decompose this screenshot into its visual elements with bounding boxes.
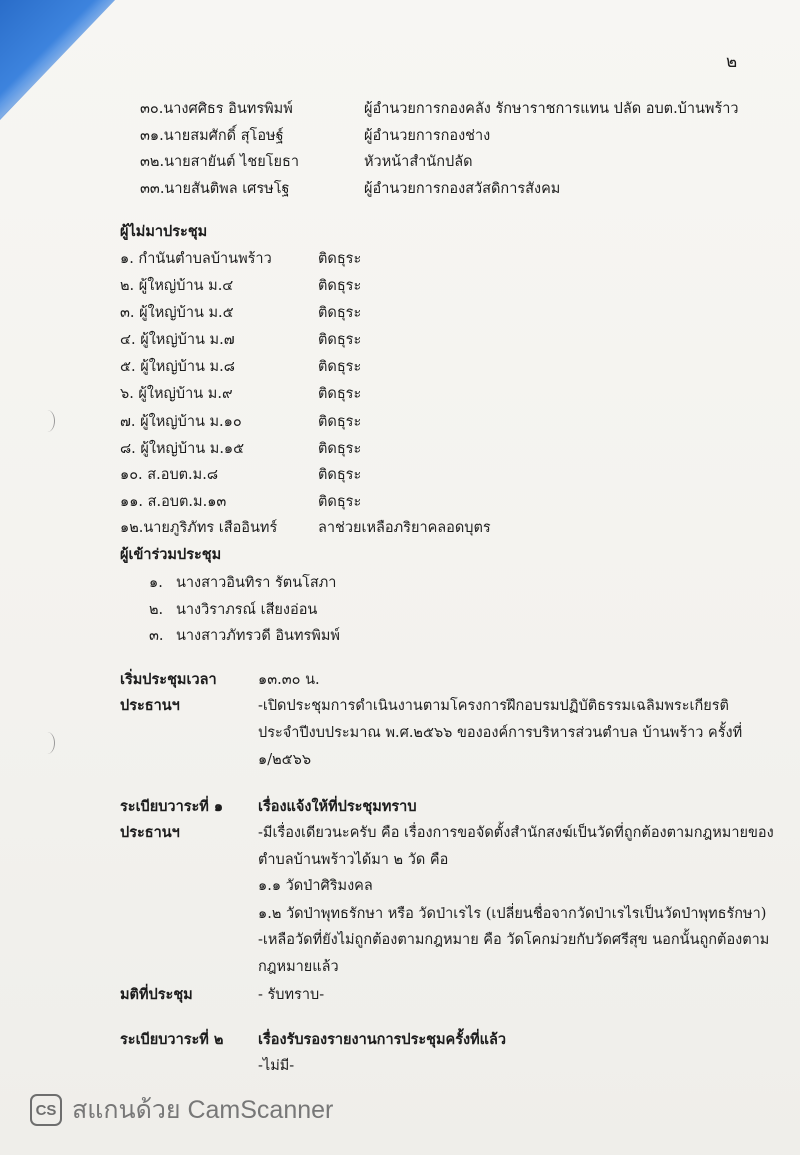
camscanner-watermark bbox=[30, 1092, 333, 1128]
official-name: ๓๑.นายสมศักดิ์ สุโอษฐ์ bbox=[140, 128, 284, 144]
agenda1-line: กฎหมายแล้ว bbox=[258, 959, 339, 975]
absent-reason: ติดธุระ bbox=[318, 441, 362, 457]
participant-name: นางสาวภัทรวดี อินทรพิมพ์ bbox=[176, 628, 340, 644]
agenda2-title: เรื่องรับรองรายงานการประชุมครั้งที่แล้ว bbox=[258, 1031, 507, 1048]
participant-number: ๑. bbox=[149, 575, 163, 591]
absent-name: ๑. กำนันตำบลบ้านพร้าว bbox=[120, 251, 272, 267]
absent-reason: ติดธุระ bbox=[318, 305, 362, 321]
agenda2-label: ระเบียบวาระที่ ๒ bbox=[120, 1031, 224, 1048]
opening-line: ประจำปีงบประมาณ พ.ศ.๒๕๖๖ ขององค์การบริหารส่วนตำบล บ้านพร้าว ครั้งที่ bbox=[258, 725, 743, 741]
camscanner-logo-icon: CS bbox=[30, 1094, 62, 1126]
opening-line: ๑/๒๕๖๖ bbox=[258, 752, 312, 768]
agenda2-note: -ไม่มี- bbox=[258, 1058, 295, 1074]
absent-name: ๒. ผู้ใหญ่บ้าน ม.๔ bbox=[120, 278, 234, 294]
official-position: ผู้อำนวยการกองสวัสดิการสังคม bbox=[364, 181, 561, 197]
absent-name: ๕. ผู้ใหญ่บ้าน ม.๘ bbox=[120, 359, 235, 375]
official-position: ผู้อำนวยการกองคลัง รักษาราชการแทน ปลัด อบต.บ้านพร้าว bbox=[364, 101, 739, 117]
absent-name: ๑๒.นายภูริภัทร เสืออินทร์ bbox=[120, 520, 278, 536]
absent-reason: ติดธุระ bbox=[318, 332, 362, 348]
official-name: ๓๒.นายสายันต์ ไชยโยธา bbox=[140, 154, 299, 170]
absent-name: ๘. ผู้ใหญ่บ้าน ม.๑๕ bbox=[120, 441, 245, 457]
agenda1-line: ๑.๒ วัดป่าพุทธรักษา หรือ วัดป่าเรไร (เปลี่ยนชื่อจากวัดป่าเรไรเป็นวัดป่าพุทธรักษา) bbox=[258, 906, 767, 922]
agenda1-line: -เหลือวัดที่ยังไม่ถูกต้องตามกฎหมาย คือ วัดโคกม่วยกับวัดศรีสุข นอกนั้นถูกต้องตาม bbox=[258, 932, 770, 948]
resolution-text: - รับทราบ- bbox=[258, 987, 325, 1003]
agenda1-label: ระเบียบวาระที่ ๑ bbox=[120, 798, 224, 815]
absent-reason: ติดธุระ bbox=[318, 467, 362, 483]
absent-reason: ติดธุระ bbox=[318, 386, 362, 402]
agenda1-line: -มีเรื่องเดียวนะครับ คือ เรื่องการขอจัดตั้งสำนักสงฆ์เป็นวัดที่ถูกต้องตามกฎหมายของ bbox=[258, 825, 774, 841]
official-name: ๓๐.นางศศิธร อินทรพิมพ์ bbox=[140, 101, 293, 117]
absent-reason: ติดธุระ bbox=[318, 414, 362, 430]
official-position: หัวหน้าสำนักปลัด bbox=[364, 154, 473, 170]
watermark-text: สแกนด้วย CamScanner bbox=[72, 1096, 334, 1124]
agenda1-line: ตำบลบ้านพร้าวได้มา ๒ วัด คือ bbox=[258, 852, 449, 868]
absent-reason: ติดธุระ bbox=[318, 251, 362, 267]
participants-heading: ผู้เข้าร่วมประชุม bbox=[120, 546, 222, 563]
meeting-start-label: เริ่มประชุมเวลา bbox=[120, 671, 217, 688]
absent-heading: ผู้ไม่มาประชุม bbox=[120, 223, 208, 240]
page-number: ๒ bbox=[726, 52, 738, 72]
participant-number: ๓. bbox=[149, 628, 164, 644]
absent-reason: ลาช่วยเหลือภริยาคลอดบุตร bbox=[318, 520, 491, 536]
absent-reason: ติดธุระ bbox=[318, 359, 362, 375]
absent-name: ๑๑. ส.อบต.ม.๑๓ bbox=[120, 494, 227, 510]
opening-line: -เปิดประชุมการดำเนินงานตามโครงการฝึกอบรมปฏิบัติธรรมเฉลิมพระเกียรติ bbox=[258, 698, 729, 714]
agenda1-title: เรื่องแจ้งให้ที่ประชุมทราบ bbox=[258, 798, 417, 815]
absent-name: ๑๐. ส.อบต.ม.๘ bbox=[120, 467, 219, 483]
agenda1-line: ๑.๑ วัดป่าศิริมงคล bbox=[258, 878, 373, 894]
official-position: ผู้อำนวยการกองช่าง bbox=[364, 128, 491, 144]
punch-hole-mark bbox=[40, 410, 55, 432]
absent-reason: ติดธุระ bbox=[318, 494, 362, 510]
absent-name: ๓. ผู้ใหญ่บ้าน ม.๕ bbox=[120, 305, 234, 321]
agenda1-chair-label: ประธานฯ bbox=[120, 824, 180, 841]
absent-name: ๗. ผู้ใหญ่บ้าน ม.๑๐ bbox=[120, 414, 242, 430]
participant-name: นางวิราภรณ์ เสียงอ่อน bbox=[176, 602, 318, 618]
folded-corner bbox=[0, 0, 115, 120]
resolution-label: มติที่ประชุม bbox=[120, 986, 193, 1003]
meeting-start-time: ๑๓.๓๐ น. bbox=[258, 672, 320, 688]
participant-number: ๒. bbox=[149, 602, 164, 618]
chairman-label: ประธานฯ bbox=[120, 697, 180, 714]
absent-name: ๖. ผู้ใหญ่บ้าน ม.๙ bbox=[120, 386, 233, 402]
absent-name: ๔. ผู้ใหญ่บ้าน ม.๗ bbox=[120, 332, 235, 348]
official-name: ๓๓.นายสันติพล เศรษโฐ bbox=[140, 181, 290, 197]
participant-name: นางสาวอินทิรา รัตนโสภา bbox=[176, 575, 337, 591]
punch-hole-mark bbox=[40, 732, 55, 754]
absent-reason: ติดธุระ bbox=[318, 278, 362, 294]
